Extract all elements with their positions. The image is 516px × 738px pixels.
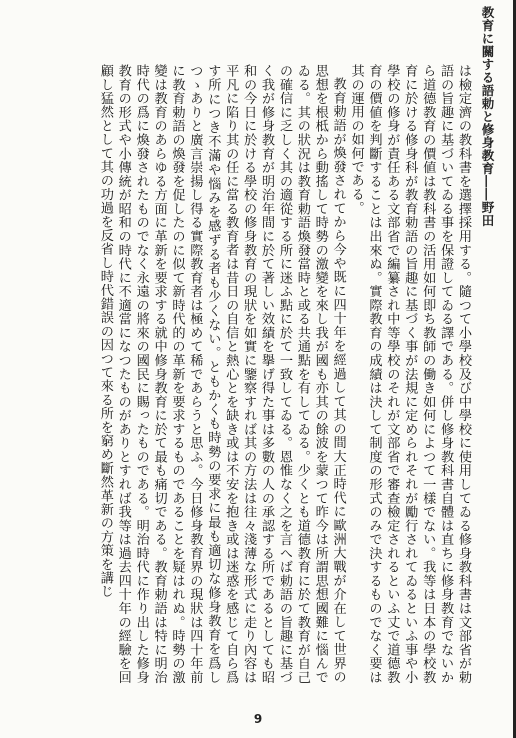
running-header: 教育に關する語勅と修身教育――野田 [480, 6, 495, 227]
paragraph: 教育勅語が煥發されてから今や既に四十年を經過して其の間大正時代に歐洲大戰が介在して世界の思想を根柢から動搖して時勢の激變を來し我が國も亦其の餘波を蒙つて昨今は所謂思想國難に惱んでゐる。其の狀況は教育勅語煥發當時と或る共通點を有してゐる。少くとも道德教育に於て教育が自己の確信に乏しく其の適從する所に迷ふ點に於て一致してゐる。恩惟なく之を言へば勅語の旨趣に基づく我が修身教育が明治年間に於て著しい效績を擧げ得た事は多數の人の承認する所であるとしても昭和の今日に於ける學校の修身教育の現狀を如實に鑒察すれば其の方法は往々淺薄な形式に走り內容は平凡に陷り其の任に當る教育者は昔日の自信と熱心とを缺き或は不安を抱き或は迷惑を感じて自ら爲す所につき不滿や惱みを感ずる者も少くない。ともかくも時勢の要求に最も適切な修身教育を爲しつゝありと廣言崇揚し得る實際教育者は極めて稀であらうと思ふ。今日修身教育界の現狀は四十年前に教育勅語の煥發を促したのに似て新時代的の革新を要求するものであることを疑はれぬ。時勢の激變は教育のあらゆる方面に革新を要求する就中修身教育に於て最も痛切である。教育勅語は特に明治時代の爲に煥發されたものでなく永遠の將來の國民に賜ったものである。明治時代に作り出した修身教育の形式や小傳統が昭和の時代に不適當になつたものがありとすれば我等は過去四十年の經驗を回顧し猛然として其の功過を反省し時代錯誤の因つて來る所を窮め斷然革新の方策を講じ [97, 64, 346, 684]
body-text [36, 64, 472, 684]
paragraph: は檢定濟の教科書を選擇採用する。隨つて小學校及び中學校に使用してゐる修身教科書は文部省が勅語の旨趣に基づいてゐる事を保證してゐる譯である。併し修身教科書自體は直ちに修身教育でないから道德教育の價値は教科書の活用如何即ち教師の働き如何によつて一樣でない。我等は日本の學校教育に於ける修身科が教育勅語の旨趣に基づく事が法規に定められそれが勵行されてゐるといふ事や小學校の修身が責任ある文部省で編纂され中等學校のそれが文部省で審查檢定されるといふ丈で道德教育の價値を判斷することは出來ぬ。實際教育の成績は決して制度の形式のみで決するものでなく要は其の運用の如何である。 [348, 64, 471, 684]
page-number: 9 [253, 712, 263, 726]
